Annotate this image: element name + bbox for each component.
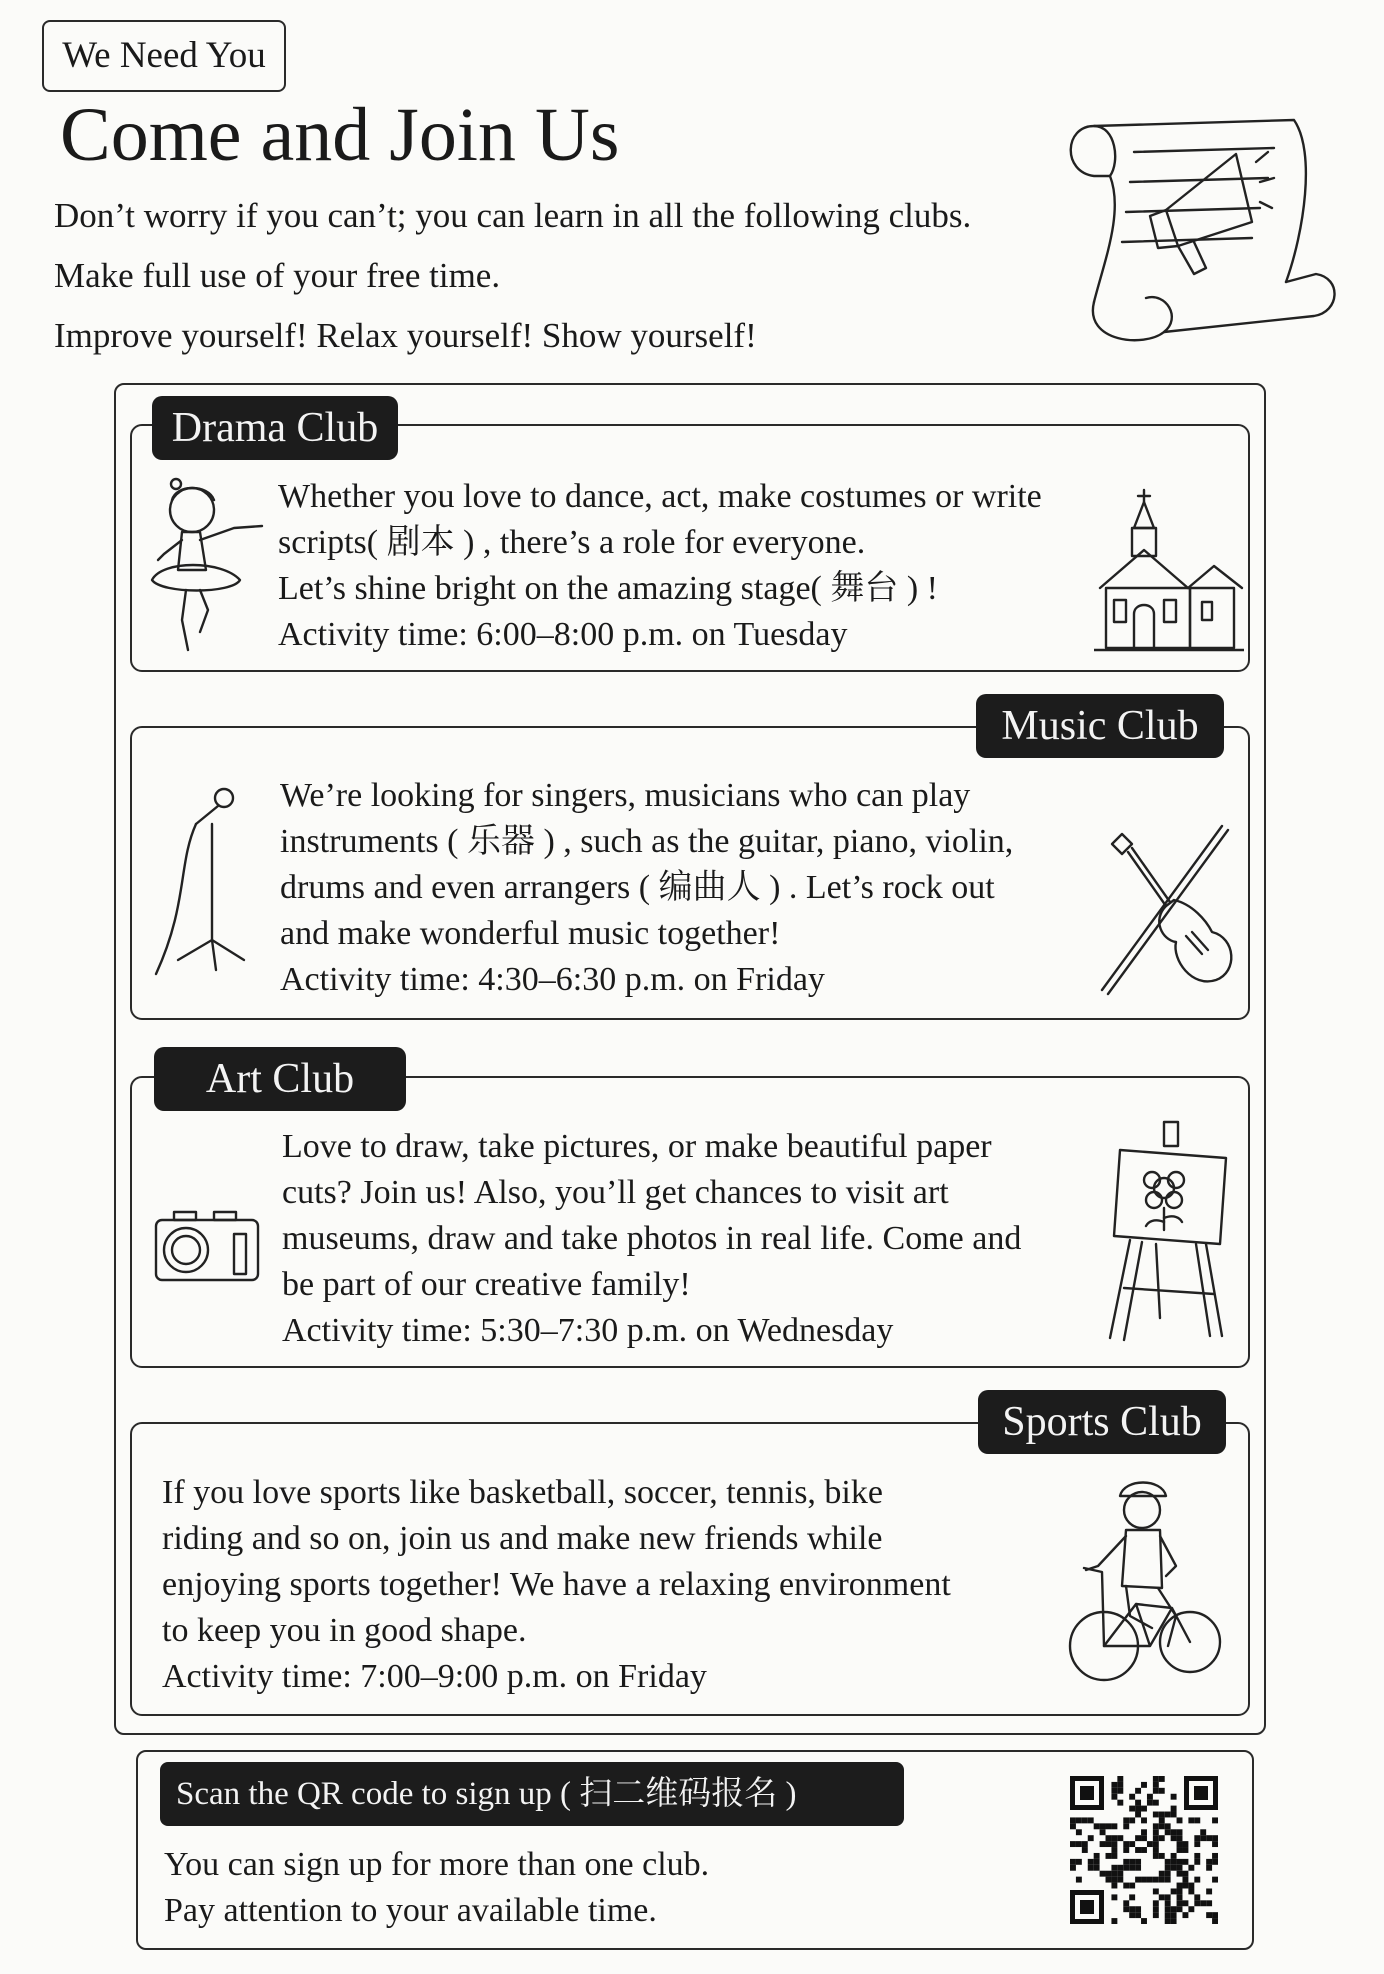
qr-module — [1165, 1912, 1171, 1918]
signup-line-1: You can sign up for more than one club. — [164, 1846, 710, 1883]
qr-module — [1129, 1817, 1135, 1823]
qr-module — [1106, 1877, 1112, 1883]
qr-module — [1153, 1782, 1159, 1788]
sports-line-2: riding and so on, join us and make new friends while — [162, 1520, 883, 1557]
qr-module — [1212, 1877, 1218, 1883]
qr-module — [1135, 1812, 1141, 1818]
qr-module — [1141, 1918, 1147, 1924]
qr-module — [1194, 1841, 1200, 1847]
intro-line-2: Make full use of your free time. — [54, 256, 501, 295]
qr-module — [1123, 1859, 1129, 1865]
qr-module — [1117, 1800, 1123, 1806]
cyclist-icon — [1066, 1476, 1224, 1698]
qr-module — [1094, 1823, 1100, 1829]
qr-module — [1153, 1812, 1159, 1818]
qr-module — [1182, 1877, 1188, 1883]
qr-module — [1165, 1906, 1171, 1912]
qr-module — [1070, 1841, 1076, 1847]
qr-module — [1135, 1865, 1141, 1871]
qr-module — [1188, 1883, 1194, 1889]
qr-module — [1212, 1859, 1218, 1865]
qr-module — [1206, 1900, 1212, 1906]
qr-module — [1182, 1912, 1188, 1918]
qr-module — [1129, 1894, 1135, 1900]
qr-module — [1171, 1859, 1177, 1865]
qr-module — [1194, 1859, 1200, 1865]
qr-module — [1177, 1888, 1183, 1894]
qr-module — [1135, 1788, 1141, 1794]
qr-module — [1129, 1912, 1135, 1918]
church-icon — [1094, 488, 1244, 658]
qr-module — [1165, 1918, 1171, 1924]
art-line-1: Love to draw, take pictures, or make beautiful paper — [282, 1128, 992, 1165]
qr-module — [1153, 1835, 1159, 1841]
page-title: Come and Join Us — [60, 93, 620, 177]
qr-module — [1106, 1841, 1112, 1847]
qr-module — [1171, 1794, 1177, 1800]
qr-module — [1200, 1900, 1206, 1906]
qr-module — [1194, 1853, 1200, 1859]
music-activity-time: Activity time: 4:30–6:30 p.m. on Friday — [280, 961, 825, 998]
signup-line-2: Pay attention to your available time. — [164, 1892, 657, 1929]
qr-module — [1165, 1865, 1171, 1871]
qr-module — [1153, 1776, 1159, 1782]
qr-module — [1135, 1912, 1141, 1918]
qr-module — [1082, 1817, 1088, 1823]
sports-activity-time: Activity time: 7:00–9:00 p.m. on Friday — [162, 1658, 707, 1695]
qr-module — [1165, 1877, 1171, 1883]
qr-module — [1171, 1829, 1177, 1835]
art-club-label: Art Club — [154, 1047, 406, 1111]
qr-module — [1100, 1829, 1106, 1835]
qr-module — [1177, 1871, 1183, 1877]
qr-module — [1188, 1865, 1194, 1871]
drama-line-1: Whether you love to dance, act, make costumes or write — [278, 478, 1042, 515]
qr-module — [1111, 1894, 1117, 1900]
qr-module — [1088, 1817, 1094, 1823]
qr-module — [1106, 1871, 1112, 1877]
qr-module — [1159, 1894, 1165, 1900]
qr-module — [1182, 1883, 1188, 1889]
qr-module — [1177, 1865, 1183, 1871]
qr-module — [1123, 1823, 1129, 1829]
qr-module — [1177, 1817, 1183, 1823]
qr-module — [1153, 1823, 1159, 1829]
qr-module — [1159, 1823, 1165, 1829]
microphone-stand-icon — [148, 784, 268, 984]
art-activity-time: Activity time: 5:30–7:30 p.m. on Wednesday — [282, 1312, 894, 1349]
qr-module — [1212, 1835, 1218, 1841]
qr-module — [1129, 1883, 1135, 1889]
qr-module — [1165, 1823, 1171, 1829]
music-line-2: instruments ( 乐器 ) , such as the guitar, piano, violin, — [280, 823, 1014, 860]
qr-module — [1141, 1877, 1147, 1883]
qr-module — [1076, 1829, 1082, 1835]
qr-module — [1171, 1906, 1177, 1912]
qr-module — [1165, 1812, 1171, 1818]
qr-module — [1111, 1883, 1117, 1889]
drama-line-3: Let’s shine bright on the amazing stage( 舞台 ) ! — [278, 570, 938, 607]
qr-module — [1094, 1853, 1100, 1859]
qr-module — [1159, 1853, 1165, 1859]
qr-module — [1111, 1871, 1117, 1877]
qr-module — [1117, 1871, 1123, 1877]
qr-module — [1194, 1835, 1200, 1841]
qr-module — [1111, 1782, 1117, 1788]
qr-module — [1111, 1853, 1117, 1859]
signup-label: Scan the QR code to sign up ( 扫二维码报名 ) — [160, 1762, 904, 1826]
qr-module — [1177, 1883, 1183, 1889]
qr-module — [1200, 1835, 1206, 1841]
qr-module — [1153, 1829, 1159, 1835]
qr-module — [1111, 1823, 1117, 1829]
qr-module — [1194, 1817, 1200, 1823]
qr-module — [1212, 1918, 1218, 1924]
art-line-4: be part of our creative family! — [282, 1266, 691, 1303]
qr-module — [1153, 1788, 1159, 1794]
qr-module — [1159, 1788, 1165, 1794]
qr-module — [1123, 1817, 1129, 1823]
qr-code-icon[interactable] — [1070, 1776, 1218, 1924]
qr-module — [1206, 1888, 1212, 1894]
qr-module — [1153, 1912, 1159, 1918]
qr-module — [1206, 1865, 1212, 1871]
qr-module — [1135, 1806, 1141, 1812]
qr-module — [1111, 1918, 1117, 1924]
sports-line-3: enjoying sports together! We have a relaxing environment — [162, 1566, 951, 1603]
qr-module — [1188, 1888, 1194, 1894]
intro-line-3: Improve yourself! Relax yourself! Show yourself! — [54, 316, 757, 355]
sports-line-1: If you love sports like basketball, soccer, tennis, bike — [162, 1474, 883, 1511]
qr-module — [1100, 1841, 1106, 1847]
qr-module — [1165, 1859, 1171, 1865]
qr-module — [1153, 1800, 1159, 1806]
qr-module — [1117, 1835, 1123, 1841]
scroll-megaphone-icon — [1054, 112, 1344, 352]
qr-module — [1206, 1859, 1212, 1865]
music-club-text — [280, 773, 1013, 1003]
qr-module — [1117, 1865, 1123, 1871]
qr-module — [1165, 1871, 1171, 1877]
qr-module — [1153, 1888, 1159, 1894]
qr-module — [1159, 1812, 1165, 1818]
qr-module — [1129, 1859, 1135, 1865]
qr-module — [1159, 1877, 1165, 1883]
qr-module — [1070, 1817, 1076, 1823]
qr-module — [1088, 1835, 1094, 1841]
qr-module — [1153, 1906, 1159, 1912]
qr-module — [1212, 1817, 1218, 1823]
qr-module — [1123, 1841, 1129, 1847]
qr-module — [1117, 1776, 1123, 1782]
qr-module — [1117, 1782, 1123, 1788]
qr-module — [1100, 1823, 1106, 1829]
qr-module — [1141, 1782, 1147, 1788]
art-line-2: cuts? Join us! Also, you’ll get chances to visit art — [282, 1174, 949, 1211]
qr-module — [1182, 1847, 1188, 1853]
qr-module — [1171, 1806, 1177, 1812]
qr-module — [1111, 1841, 1117, 1847]
qr-module — [1182, 1841, 1188, 1847]
qr-module — [1106, 1853, 1112, 1859]
qr-module — [1171, 1912, 1177, 1918]
intro-line-1: Don’t worry if you can’t; you can learn in all the following clubs. — [54, 196, 972, 235]
art-line-3: museums, draw and take photos in real life. Come and — [282, 1220, 1022, 1257]
qr-module — [1165, 1894, 1171, 1900]
qr-module — [1194, 1894, 1200, 1900]
qr-module — [1177, 1906, 1183, 1912]
qr-module — [1123, 1883, 1129, 1889]
qr-module — [1135, 1847, 1141, 1853]
qr-module — [1117, 1788, 1123, 1794]
violin-icon — [1092, 820, 1244, 998]
signup-text — [164, 1842, 709, 1934]
qr-module — [1182, 1900, 1188, 1906]
qr-module — [1141, 1847, 1147, 1853]
qr-module — [1123, 1900, 1129, 1906]
qr-module — [1129, 1841, 1135, 1847]
qr-module — [1100, 1871, 1106, 1877]
qr-module — [1141, 1829, 1147, 1835]
qr-module — [1076, 1817, 1082, 1823]
qr-module — [1177, 1841, 1183, 1847]
music-line-4: and make wonderful music together! — [280, 915, 781, 952]
qr-module — [1123, 1865, 1129, 1871]
qr-module — [1171, 1918, 1177, 1924]
qr-module — [1171, 1865, 1177, 1871]
qr-module — [1153, 1900, 1159, 1906]
qr-module — [1088, 1865, 1094, 1871]
qr-module — [1111, 1865, 1117, 1871]
qr-module — [1194, 1900, 1200, 1906]
qr-module — [1111, 1794, 1117, 1800]
sports-club-label: Sports Club — [978, 1390, 1226, 1454]
qr-module — [1188, 1817, 1194, 1823]
qr-module — [1106, 1835, 1112, 1841]
qr-module — [1182, 1871, 1188, 1877]
qr-module — [1129, 1806, 1135, 1812]
qr-module — [1177, 1829, 1183, 1835]
drama-club-text — [278, 474, 1042, 658]
qr-module — [1082, 1847, 1088, 1853]
music-line-1: We’re looking for singers, musicians who can play — [280, 777, 971, 814]
qr-module — [1159, 1776, 1165, 1782]
qr-module — [1177, 1894, 1183, 1900]
qr-module — [1177, 1847, 1183, 1853]
qr-module — [1177, 1835, 1183, 1841]
qr-module — [1171, 1812, 1177, 1818]
qr-module — [1129, 1794, 1135, 1800]
ballerina-icon — [142, 470, 272, 660]
tag-label: We Need You — [42, 20, 286, 92]
qr-module — [1070, 1859, 1076, 1865]
qr-module — [1153, 1841, 1159, 1847]
qr-module — [1135, 1906, 1141, 1912]
qr-module — [1111, 1877, 1117, 1883]
qr-module — [1129, 1865, 1135, 1871]
qr-module — [1165, 1829, 1171, 1835]
qr-module — [1153, 1853, 1159, 1859]
qr-module — [1212, 1912, 1218, 1918]
qr-module — [1135, 1835, 1141, 1841]
qr-module — [1135, 1859, 1141, 1865]
qr-module — [1147, 1794, 1153, 1800]
qr-module — [1111, 1835, 1117, 1841]
qr-module — [1165, 1900, 1171, 1906]
drama-line-2: scripts( 剧本 ) , there’s a role for everyone. — [278, 524, 866, 561]
art-club-text — [282, 1124, 1021, 1354]
music-club-label: Music Club — [976, 694, 1224, 758]
qr-module — [1200, 1829, 1206, 1835]
qr-module — [1076, 1877, 1082, 1883]
qr-module — [1141, 1806, 1147, 1812]
qr-module — [1076, 1841, 1082, 1847]
qr-module — [1135, 1800, 1141, 1806]
qr-module — [1194, 1877, 1200, 1883]
qr-module — [1153, 1877, 1159, 1883]
drama-activity-time: Activity time: 6:00–8:00 p.m. on Tuesday — [278, 616, 848, 653]
qr-module — [1206, 1835, 1212, 1841]
qr-module — [1171, 1888, 1177, 1894]
qr-module — [1159, 1817, 1165, 1823]
qr-module — [1182, 1859, 1188, 1865]
qr-module — [1111, 1788, 1117, 1794]
sports-line-4: to keep you in good shape. — [162, 1612, 527, 1649]
qr-module — [1171, 1853, 1177, 1859]
qr-module — [1088, 1859, 1094, 1865]
qr-module — [1212, 1841, 1218, 1847]
qr-module — [1106, 1823, 1112, 1829]
qr-module — [1159, 1835, 1165, 1841]
qr-module — [1171, 1835, 1177, 1841]
easel-icon — [1106, 1118, 1238, 1344]
qr-module — [1123, 1906, 1129, 1912]
qr-module — [1094, 1865, 1100, 1871]
qr-module — [1153, 1847, 1159, 1853]
sports-club-text — [162, 1470, 951, 1700]
qr-module — [1123, 1847, 1129, 1853]
qr-module — [1141, 1817, 1147, 1823]
camera-icon — [152, 1208, 262, 1284]
qr-module — [1206, 1912, 1212, 1918]
qr-module — [1177, 1900, 1183, 1906]
qr-module — [1188, 1906, 1194, 1912]
qr-module — [1117, 1877, 1123, 1883]
qr-module — [1070, 1823, 1076, 1829]
qr-module — [1159, 1871, 1165, 1877]
qr-module — [1076, 1859, 1082, 1865]
qr-module — [1147, 1800, 1153, 1806]
qr-module — [1147, 1877, 1153, 1883]
qr-module — [1129, 1906, 1135, 1912]
qr-module — [1147, 1841, 1153, 1847]
qr-module — [1094, 1859, 1100, 1865]
qr-module — [1070, 1865, 1076, 1871]
qr-module — [1135, 1877, 1141, 1883]
qr-module — [1177, 1859, 1183, 1865]
qr-module — [1111, 1847, 1117, 1853]
qr-module — [1082, 1841, 1088, 1847]
qr-module — [1212, 1853, 1218, 1859]
music-line-3: drums and even arrangers ( 编曲人 ) . Let’s rock out — [280, 869, 995, 906]
drama-club-label: Drama Club — [152, 396, 398, 460]
qr-module — [1141, 1835, 1147, 1841]
